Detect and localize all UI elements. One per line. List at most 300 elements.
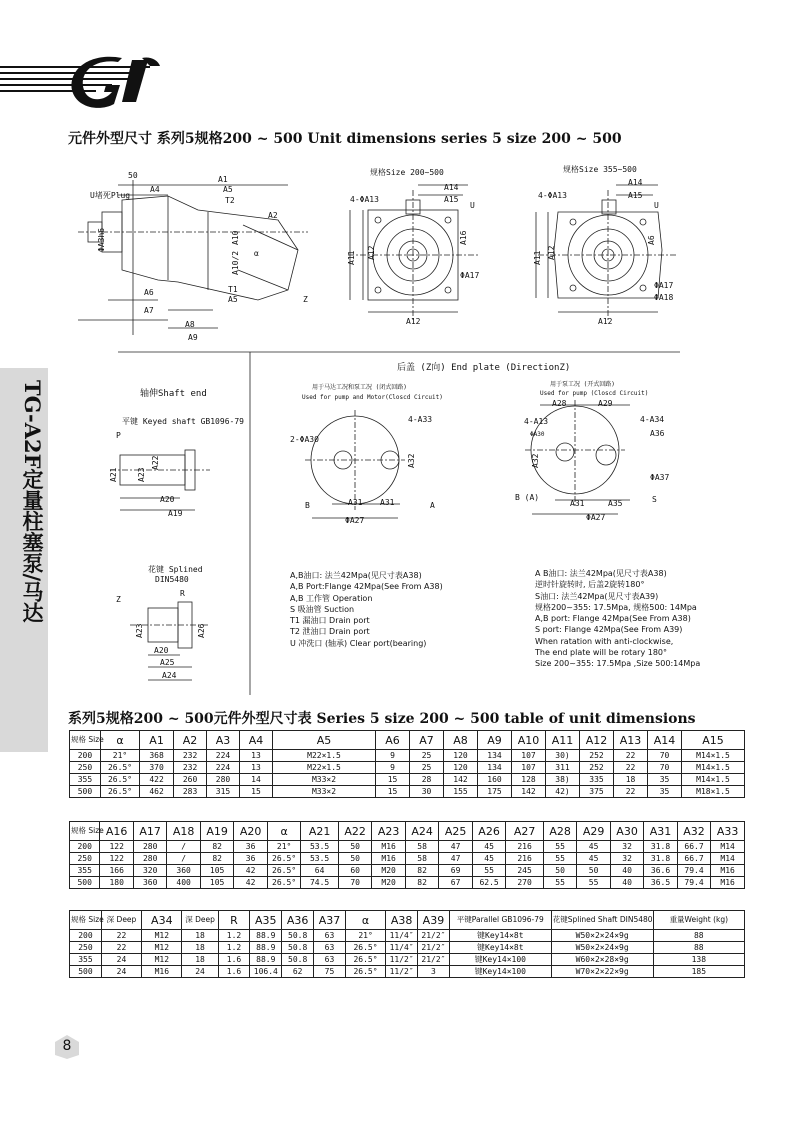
table-cell: 63 bbox=[314, 930, 346, 942]
table-cell: 50.8 bbox=[282, 930, 314, 942]
table-cell: M22×1.5 bbox=[272, 762, 375, 774]
label-a16: A16 bbox=[459, 230, 468, 245]
table-cell: M33×2 bbox=[272, 786, 375, 798]
column-header: A6 bbox=[376, 731, 410, 750]
label-50: 50 bbox=[128, 171, 138, 180]
table-cell: 15 bbox=[376, 774, 410, 786]
table-cell: M16 bbox=[372, 853, 405, 865]
table-cell: 50.8 bbox=[282, 942, 314, 954]
table-row bbox=[70, 853, 745, 865]
table-cell: 82 bbox=[405, 877, 438, 889]
table-row bbox=[70, 954, 745, 966]
label-a9: A9 bbox=[188, 333, 198, 342]
table-row bbox=[70, 774, 745, 786]
column-header: A20 bbox=[234, 822, 267, 841]
table-cell: 50.8 bbox=[282, 954, 314, 966]
table-cell: 36.6 bbox=[644, 865, 677, 877]
table-cell: 47 bbox=[439, 841, 472, 853]
table-cell: 26.5° bbox=[345, 954, 385, 966]
label-a11b: A11 bbox=[533, 250, 542, 265]
table-cell: / bbox=[167, 853, 200, 865]
table-cell: 280 bbox=[207, 774, 240, 786]
table-cell: 21° bbox=[345, 930, 385, 942]
table-cell: 13 bbox=[240, 750, 273, 762]
table-cell: 18 bbox=[182, 942, 218, 954]
note-line: T1 漏油口 Drain port bbox=[290, 616, 370, 626]
table-cell: 40 bbox=[610, 865, 643, 877]
column-header: A23 bbox=[372, 822, 405, 841]
used-pm-cn: 用于马达工况和泵工况 (闭式回路) bbox=[312, 384, 407, 391]
label-a4: A4 bbox=[150, 185, 160, 194]
table-cell: 70 bbox=[648, 762, 682, 774]
table-cell: 21/2″ bbox=[418, 930, 450, 942]
table-cell: 232 bbox=[174, 750, 207, 762]
table-cell: 42) bbox=[546, 786, 580, 798]
column-header: A14 bbox=[648, 731, 682, 750]
column-header: α bbox=[267, 822, 300, 841]
table-cell: 200 bbox=[70, 930, 102, 942]
table-cell: 160 bbox=[478, 774, 512, 786]
table-cell: M20 bbox=[372, 865, 405, 877]
column-header: A5 bbox=[272, 731, 375, 750]
table-cell: 22 bbox=[614, 786, 648, 798]
table-cell: 79.4 bbox=[677, 865, 710, 877]
table-cell: 1.6 bbox=[218, 954, 250, 966]
table-row bbox=[70, 841, 745, 853]
dimensions-table-2 bbox=[69, 821, 745, 889]
table-cell: 88.9 bbox=[250, 942, 282, 954]
column-header: A24 bbox=[405, 822, 438, 841]
table-cell: 53.5 bbox=[301, 841, 339, 853]
column-header: A37 bbox=[314, 911, 346, 930]
table-cell: 21° bbox=[100, 750, 139, 762]
table-row bbox=[70, 762, 745, 774]
label-a18: ΦA18 bbox=[654, 293, 674, 302]
label-a34: 4-A34 bbox=[640, 415, 665, 424]
label-b: B bbox=[305, 501, 310, 510]
label-a32: A32 bbox=[407, 453, 416, 468]
table-cell: 63 bbox=[314, 954, 346, 966]
table-cell: 128 bbox=[512, 774, 546, 786]
table-cell: 64 bbox=[301, 865, 339, 877]
table-cell: 25 bbox=[410, 762, 444, 774]
table-cell: 107 bbox=[512, 762, 546, 774]
table-cell: M14×1.5 bbox=[682, 750, 745, 762]
column-header: A22 bbox=[338, 822, 371, 841]
column-header: A13 bbox=[614, 731, 648, 750]
table-cell: M22×1.5 bbox=[272, 750, 375, 762]
table-header-row bbox=[70, 911, 745, 930]
table-cell: W50×2×24×9g bbox=[551, 930, 653, 942]
table-cell: 55 bbox=[543, 877, 576, 889]
label-a6: A6 bbox=[144, 288, 154, 297]
label-a14: A14 bbox=[444, 183, 459, 192]
table-cell: M12 bbox=[142, 954, 182, 966]
label-s: S bbox=[652, 495, 657, 504]
table-cell: W70×2×22×9g bbox=[551, 966, 653, 978]
table-cell: 79.4 bbox=[677, 877, 710, 889]
label-alpha: α bbox=[254, 249, 259, 258]
table-cell: 400 bbox=[167, 877, 200, 889]
table-cell: 47 bbox=[439, 853, 472, 865]
column-header: A39 bbox=[418, 911, 450, 930]
table-cell: 250 bbox=[70, 762, 101, 774]
column-header: A33 bbox=[711, 822, 745, 841]
note-line: A,B Port:Flange 42Mpa(See From A38) bbox=[290, 582, 443, 592]
column-header: 深 Deep bbox=[182, 911, 218, 930]
table-cell: 82 bbox=[405, 865, 438, 877]
table-cell: 75 bbox=[314, 966, 346, 978]
table-cell: 88.9 bbox=[250, 954, 282, 966]
label-ba: B (A) bbox=[515, 493, 540, 502]
table-cell: 32 bbox=[610, 853, 643, 865]
label-a32b: A32 bbox=[531, 453, 540, 468]
table-cell: 315 bbox=[207, 786, 240, 798]
column-header: A28 bbox=[543, 822, 576, 841]
table-cell: 11/4″ bbox=[386, 930, 418, 942]
label-plug: U堵死Plug bbox=[90, 191, 131, 200]
table-cell: 55 bbox=[543, 853, 576, 865]
table-cell: 30 bbox=[410, 786, 444, 798]
column-header: A4 bbox=[240, 731, 273, 750]
table-cell: 500 bbox=[70, 786, 101, 798]
table-cell: 122 bbox=[100, 853, 133, 865]
table-cell: 462 bbox=[140, 786, 174, 798]
note-line: A,B 工作管 Operation bbox=[290, 593, 373, 603]
table-cell: 26.5° bbox=[100, 762, 139, 774]
column-header: A10 bbox=[512, 731, 546, 750]
table-cell: 106.4 bbox=[250, 966, 282, 978]
table-cell: 355 bbox=[70, 774, 101, 786]
table-cell: 50 bbox=[543, 865, 576, 877]
label-a17b: ΦA17 bbox=[654, 281, 674, 290]
table-cell: 26.5° bbox=[267, 853, 300, 865]
table-cell: 键Key14×100 bbox=[449, 966, 551, 978]
used-pm-en: Used for pump and Motor(Closcd Circuit) bbox=[302, 394, 443, 401]
table-cell: 66.7 bbox=[677, 853, 710, 865]
label-a6b: A6 bbox=[647, 235, 656, 245]
label-a19: A19 bbox=[168, 509, 183, 518]
table-cell: 21/2″ bbox=[418, 954, 450, 966]
label-a33: 4-A33 bbox=[408, 415, 433, 424]
company-logo bbox=[0, 52, 170, 112]
table-cell: 500 bbox=[70, 877, 100, 889]
table-cell: 42 bbox=[234, 865, 267, 877]
table-cell: 36 bbox=[234, 853, 267, 865]
table-cell: 120 bbox=[444, 750, 478, 762]
table-cell: 216 bbox=[506, 853, 544, 865]
column-header: A30 bbox=[610, 822, 643, 841]
label-a15: A15 bbox=[444, 195, 459, 204]
table-cell: 355 bbox=[70, 865, 100, 877]
table-cell: 368 bbox=[140, 750, 174, 762]
label-z: Z bbox=[116, 595, 121, 604]
table-cell: 55 bbox=[543, 841, 576, 853]
table-cell: 26.5° bbox=[267, 865, 300, 877]
table-cell: 58 bbox=[405, 841, 438, 853]
table-cell: 142 bbox=[512, 786, 546, 798]
table-row bbox=[70, 942, 745, 954]
label-a22: A22 bbox=[151, 455, 160, 470]
table-cell: 134 bbox=[478, 750, 512, 762]
label-a20: A20 bbox=[160, 495, 175, 504]
table-cell: 26.5° bbox=[267, 877, 300, 889]
column-header: 深 Deep bbox=[101, 911, 141, 930]
table-cell: M16 bbox=[711, 865, 745, 877]
column-header: A11 bbox=[546, 731, 580, 750]
table-cell: 250 bbox=[70, 853, 100, 865]
column-header: A15 bbox=[682, 731, 745, 750]
column-header: A21 bbox=[301, 822, 339, 841]
table-cell: 500 bbox=[70, 966, 102, 978]
table-cell: 252 bbox=[580, 750, 614, 762]
table-cell: 22 bbox=[614, 762, 648, 774]
label-a35: A35 bbox=[608, 499, 623, 508]
label-a20b: A20 bbox=[154, 646, 169, 655]
table-cell: 122 bbox=[100, 841, 133, 853]
table-cell: 200 bbox=[70, 841, 100, 853]
shaft-end-title: 轴伸Shaft end bbox=[140, 389, 207, 399]
note-line: A,B油口: 法兰42Mpa(见尺寸表A38) bbox=[290, 571, 422, 580]
table-cell: 360 bbox=[167, 865, 200, 877]
label-a5: A5 bbox=[223, 185, 233, 194]
table-cell: 280 bbox=[133, 841, 166, 853]
table-row bbox=[70, 930, 745, 942]
label-a31: A31 bbox=[348, 498, 363, 507]
note-line: Size 200~355: 17.5Mpa ,Size 500:14Mpa bbox=[535, 659, 701, 669]
table-cell: 24 bbox=[101, 966, 141, 978]
table-cell: 9 bbox=[376, 762, 410, 774]
table-cell: M14 bbox=[711, 853, 745, 865]
column-header: A7 bbox=[410, 731, 444, 750]
note-line: When ratation with anti-clockwise, bbox=[535, 636, 674, 646]
used-p-cn: 用于泵工况 (开式回路) bbox=[550, 381, 615, 388]
table-cell: 155 bbox=[444, 786, 478, 798]
table-cell: 1.2 bbox=[218, 930, 250, 942]
column-header: 重量Weight (kg) bbox=[653, 911, 744, 930]
label-a12: A12 bbox=[367, 245, 376, 260]
table-cell: 88 bbox=[653, 930, 744, 942]
table-cell: 键Key14×8t bbox=[449, 930, 551, 942]
table-cell: 45 bbox=[472, 841, 505, 853]
table-cell: 360 bbox=[133, 877, 166, 889]
table-cell: 216 bbox=[506, 841, 544, 853]
table-cell: 22 bbox=[101, 930, 141, 942]
label-p: P bbox=[116, 431, 121, 440]
label-a21: A21 bbox=[109, 467, 118, 482]
label-a23b: A23 bbox=[135, 623, 144, 638]
column-header: A35 bbox=[250, 911, 282, 930]
label-a13-mid: 4-A13 bbox=[524, 417, 549, 426]
table-cell: 35 bbox=[648, 774, 682, 786]
table-cell: 键Key14×8t bbox=[449, 942, 551, 954]
label-a31b: A31 bbox=[380, 498, 395, 507]
table-cell: 88.9 bbox=[250, 930, 282, 942]
table-cell: M14×1.5 bbox=[682, 762, 745, 774]
table-cell: 355 bbox=[70, 954, 102, 966]
table-cell: 26.5° bbox=[100, 774, 139, 786]
table-cell: 3 bbox=[418, 966, 450, 978]
table-row bbox=[70, 877, 745, 889]
table-cell: 105 bbox=[200, 865, 233, 877]
table-row bbox=[70, 966, 745, 978]
column-header: A9 bbox=[478, 731, 512, 750]
label-a24: A24 bbox=[162, 671, 177, 680]
table-cell: 28 bbox=[410, 774, 444, 786]
column-header: A19 bbox=[200, 822, 233, 841]
table-cell: 22 bbox=[614, 750, 648, 762]
column-header: A17 bbox=[133, 822, 166, 841]
table-cell: 35 bbox=[648, 786, 682, 798]
top-dimension-drawing bbox=[58, 150, 748, 350]
table-cell: 180 bbox=[100, 877, 133, 889]
table-cell: 224 bbox=[207, 762, 240, 774]
table-cell: 105 bbox=[200, 877, 233, 889]
table-cell: M16 bbox=[142, 966, 182, 978]
table-cell: 50 bbox=[577, 865, 610, 877]
table-cell: 50 bbox=[338, 841, 371, 853]
label-a27b: ΦA27 bbox=[586, 513, 606, 522]
table-cell: 1.6 bbox=[218, 966, 250, 978]
label-a13: 4-ΦA13 bbox=[350, 195, 379, 204]
label-a12b: A12 bbox=[406, 317, 421, 326]
label-a12d: A12 bbox=[598, 317, 613, 326]
table-cell: 280 bbox=[133, 853, 166, 865]
table-cell: M16 bbox=[372, 841, 405, 853]
table-cell: 45 bbox=[577, 853, 610, 865]
label-z: Z bbox=[303, 295, 308, 304]
label-a12c: A12 bbox=[547, 245, 556, 260]
column-header: A29 bbox=[577, 822, 610, 841]
column-header: A32 bbox=[677, 822, 710, 841]
table-cell: M16 bbox=[711, 877, 745, 889]
table-cell: 142 bbox=[444, 774, 478, 786]
label-a28: A28 bbox=[552, 399, 567, 408]
table-cell: / bbox=[167, 841, 200, 853]
table-cell: 键Key14×100 bbox=[449, 954, 551, 966]
column-header: A8 bbox=[444, 731, 478, 750]
column-header: A34 bbox=[142, 911, 182, 930]
table-cell: M33×2 bbox=[272, 774, 375, 786]
label-a25: A25 bbox=[160, 658, 175, 667]
table-row bbox=[70, 786, 745, 798]
note-line: S 吸油管 Suction bbox=[290, 604, 355, 614]
note-line: The end plate will be rotary 180° bbox=[535, 648, 668, 658]
table-cell: M20 bbox=[372, 877, 405, 889]
column-header: A18 bbox=[167, 822, 200, 841]
column-header: A12 bbox=[580, 731, 614, 750]
column-header: A27 bbox=[506, 822, 544, 841]
column-header: A1 bbox=[140, 731, 174, 750]
table-cell: 30) bbox=[546, 750, 580, 762]
section-title: 元件外型尺寸 系列5规格200 ~ 500 Unit dimensions series 5 size 200 ~ 500 bbox=[68, 131, 622, 147]
note-line: U 冲洗口 (轴承) Clear port(bearing) bbox=[290, 638, 427, 648]
table-cell: 18 bbox=[182, 954, 218, 966]
end-plate-title: 后盖 (Z向) End plate (DirectionZ) bbox=[397, 363, 571, 373]
label-a10-2: A10/2 bbox=[231, 250, 240, 275]
note-line: A B油口: 法兰42Mpa(见尺寸表A38) bbox=[535, 569, 667, 578]
label-a37: ΦA37 bbox=[650, 473, 670, 482]
label-a17: ΦA17 bbox=[460, 271, 480, 280]
label-a14b: A14 bbox=[628, 178, 643, 187]
table-cell: 320 bbox=[133, 865, 166, 877]
table-header-row bbox=[70, 731, 745, 750]
used-p-en: Used for pump (Closcd Circuit) bbox=[540, 390, 649, 397]
table-cell: 31.8 bbox=[644, 841, 677, 853]
table-cell: 82 bbox=[200, 853, 233, 865]
label-a8: A8 bbox=[185, 320, 195, 329]
table-cell: 224 bbox=[207, 750, 240, 762]
label-a1: A1 bbox=[218, 175, 228, 184]
label-a30b: ΦA30 bbox=[530, 431, 545, 438]
table-cell: 9 bbox=[376, 750, 410, 762]
table-cell: 260 bbox=[174, 774, 207, 786]
table-cell: 15 bbox=[376, 786, 410, 798]
table-cell: 40 bbox=[610, 877, 643, 889]
notes-left bbox=[290, 570, 443, 649]
table-cell: 25 bbox=[410, 750, 444, 762]
label-u: U bbox=[470, 201, 475, 210]
table-title: 系列5规格200 ~ 500元件外型尺寸表 Series 5 size 200 ~ 500 table of unit dimensions bbox=[68, 711, 696, 727]
table-cell: M14×1.5 bbox=[682, 774, 745, 786]
table-row bbox=[70, 750, 745, 762]
note-line: A,B port: Flange 42Mpa(See From A38) bbox=[535, 614, 691, 624]
label-a11: A11 bbox=[347, 250, 356, 265]
table-cell: 250 bbox=[70, 942, 102, 954]
label-a3h6: ΦA3h6 bbox=[97, 227, 106, 252]
table-cell: 18 bbox=[614, 774, 648, 786]
column-header: A26 bbox=[472, 822, 505, 841]
table-cell: 11/2″ bbox=[386, 966, 418, 978]
table-cell: 82 bbox=[200, 841, 233, 853]
table-header-row bbox=[70, 822, 745, 841]
label-a5b: A5 bbox=[228, 295, 238, 304]
label-t1: T1 bbox=[228, 285, 238, 294]
table-cell: 42 bbox=[234, 877, 267, 889]
label-a26: A26 bbox=[197, 623, 206, 638]
table-cell: 13 bbox=[240, 762, 273, 774]
table-cell: 422 bbox=[140, 774, 174, 786]
label-a30: 2-ΦA30 bbox=[290, 435, 319, 444]
table-cell: 55 bbox=[577, 877, 610, 889]
label-a23: A23 bbox=[137, 467, 146, 482]
table-cell: 58 bbox=[405, 853, 438, 865]
table-cell: W60×2×28×9g bbox=[551, 954, 653, 966]
label-a31c: A31 bbox=[570, 499, 585, 508]
side-label: TG-A2F定量柱塞泵/马达 bbox=[20, 380, 45, 624]
table-cell: 21/2″ bbox=[418, 942, 450, 954]
table-cell: 26.5° bbox=[100, 786, 139, 798]
table-cell: 26.5° bbox=[345, 942, 385, 954]
table-cell: 120 bbox=[444, 762, 478, 774]
table-cell: 74.5 bbox=[301, 877, 339, 889]
label-r: R bbox=[180, 589, 185, 598]
dimensions-table-1 bbox=[69, 730, 745, 798]
label-size2: 规格Size 355~500 bbox=[563, 165, 637, 174]
table-cell: 370 bbox=[140, 762, 174, 774]
column-header: 花键Splined Shaft DIN5480 bbox=[551, 911, 653, 930]
table-cell: 11/2″ bbox=[386, 954, 418, 966]
note-line: S油口: 法兰42Mpa(见尺寸表A39) bbox=[535, 591, 659, 601]
table-cell: 138 bbox=[653, 954, 744, 966]
note-line: 规格200~355: 17.5Mpa, 规格500: 14Mpa bbox=[535, 602, 697, 612]
column-header: A38 bbox=[386, 911, 418, 930]
table-cell: 66.7 bbox=[677, 841, 710, 853]
table-cell: 232 bbox=[174, 762, 207, 774]
column-header: A31 bbox=[644, 822, 677, 841]
table-cell: 270 bbox=[506, 877, 544, 889]
table-cell: 166 bbox=[100, 865, 133, 877]
